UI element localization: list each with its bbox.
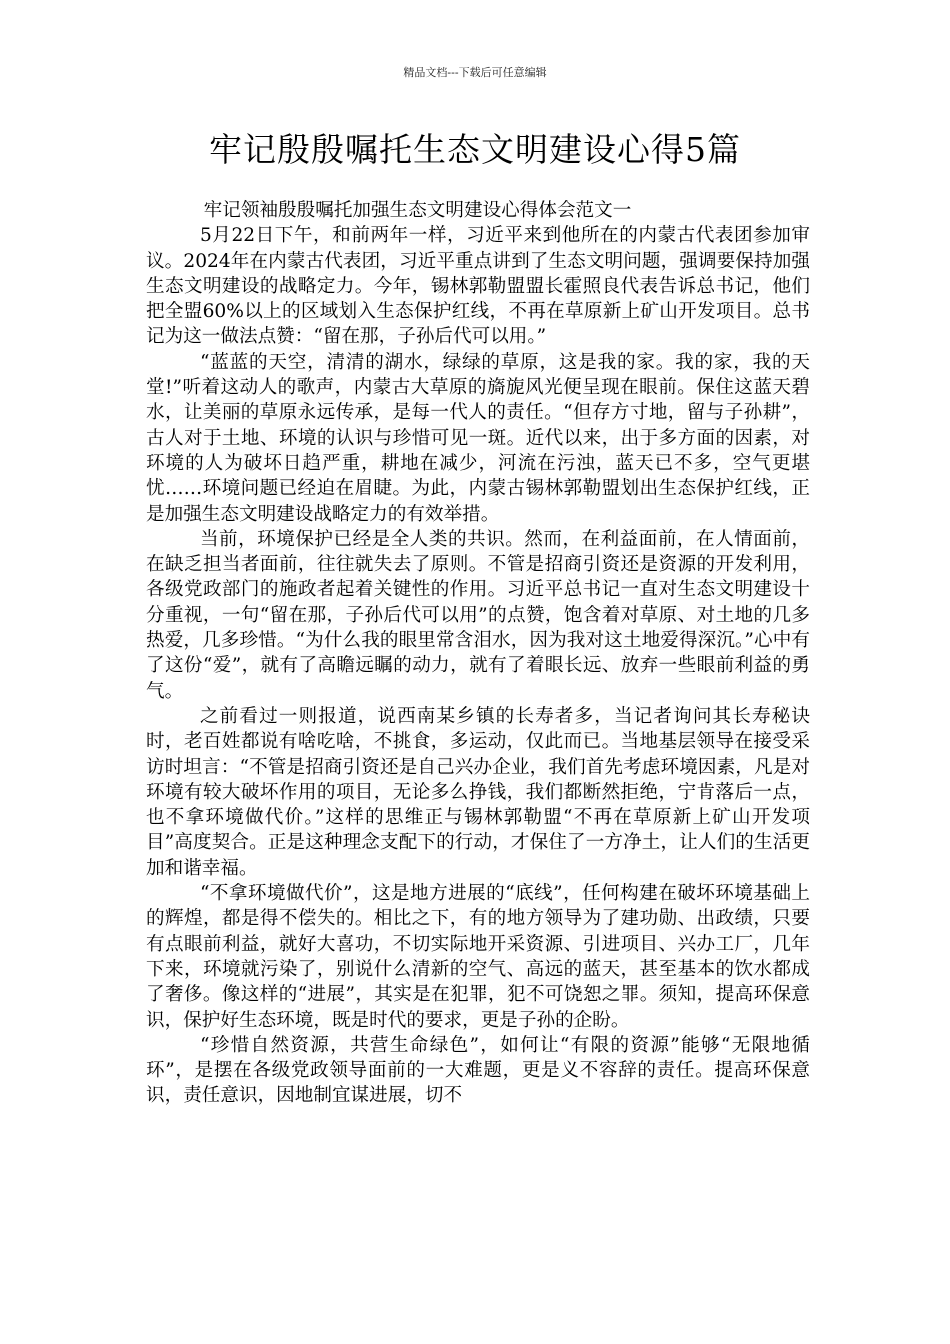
paragraph-6: “珍惜自然资源，共营生命绿色”，如何让“有限的资源”能够“无限地循环”，是摆在各级党政领导面前的一大难题，更是义不容辞的责任。提高环保意识，责任意识，因地制宜谋进展，切不 [146, 1034, 810, 1107]
article-subtitle: 牢记领袖殷殷嘱托加强生态文明建设心得体会范文一 [203, 200, 632, 221]
document-body [146, 198, 810, 1109]
paragraph-5: “不拿环境做代价”，这是地方进展的“底线”，任何构建在破坏环境基础上的辉煌，都是得不偿失的。相比之下，有的地方领导为了建功勋、出政绩，只要有点眼前利益，就好大喜功，不切实际地开采资源、引进项目、兴办工厂，几年下来，环境就污染了，别说什么清新的空气、高远的蓝天，甚至基本的饮水都成了奢侈。像这样的“进展”，其实是在犯罪，犯不可饶恕之罪。须知，提高环保意识，保护好生态环境，既是时代的要求，更是子孙的企盼。 [146, 883, 810, 1031]
document-title: 牢记殷殷嘱托生态文明建设心得5篇 [209, 130, 741, 169]
paragraph-1: 5月22日下午，和前两年一样，习近平来到他所在的内蒙古代表团参加审议。2024年在内蒙古代表团，习近平重点讲到了生态文明问题，强调要保持加强生态文明建设的战略定力。今年，锡林郭勒盟盟长霍照良代表告诉总书记，他们把全盟60%以上的区域划入生态保护红线，不再在草原新上矿山开发项目。总书记为这一做法点赞：“留在那，子孙后代可以用。” [146, 225, 810, 348]
paragraph-4: 之前看过一则报道，说西南某乡镇的长寿者多，当记者询问其长寿秘诀时，老百姓都说有啥吃啥，不挑食，多运动，仅此而已。当地基层领导在接受采访时坦言：“不管是招商引资还是自己兴办企业，我们首先考虑环境因素，凡是对环境有较大破坏作用的项目，无论多么挣钱，我们都断然拒绝，宁肯落后一点，也不拿环境做代价。”这样的思维正与锡林郭勒盟“不再在草原新上矿山开发项目”高度契合。正是这种理念支配下的行动，才保住了一方净土，让人们的生活更加和谐幸福。 [146, 705, 810, 879]
header-note: 精品文档---下载后可任意编辑 [403, 66, 547, 79]
paragraph-3: 当前，环境保护已经是全人类的共识。然而，在利益面前，在人情面前，在缺乏担当者面前，往往就失去了原则。不管是招商引资还是资源的开发利用，各级党政部门的施政者起着关键性的作用。习近平总书记一直对生态文明建设十分重视，一句“留在那，子孙后代可以用”的点赞，饱含着对草原、对土地的几多热爱，几多珍惜。“为什么我的眼里常含泪水，因为我对这土地爱得深沉。”心中有了这份“爱”，就有了高瞻远瞩的动力，就有了着眼长远、放弃一些眼前利益的勇气。 [146, 528, 810, 702]
paragraph-2: “蓝蓝的天空，清清的湖水，绿绿的草原，这是我的家。我的家，我的天堂!”听着这动人的歌声，内蒙古大草原的旖旎风光便呈现在眼前。保住这蓝天碧水，让美丽的草原永远传承，是每一代人的责任。“但存方寸地，留与子孙耕”，古人对于土地、环境的认识与珍惜可见一斑。近代以来，出于多方面的因素，对环境的人为破坏日趋严重，耕地在减少，河流在污浊，蓝天已不多，空气更堪忧……环境问题已经迫在眉睫。为此，内蒙古锡林郭勒盟划出生态保护红线，正是加强生态文明建设战略定力的有效举措。 [146, 351, 810, 525]
